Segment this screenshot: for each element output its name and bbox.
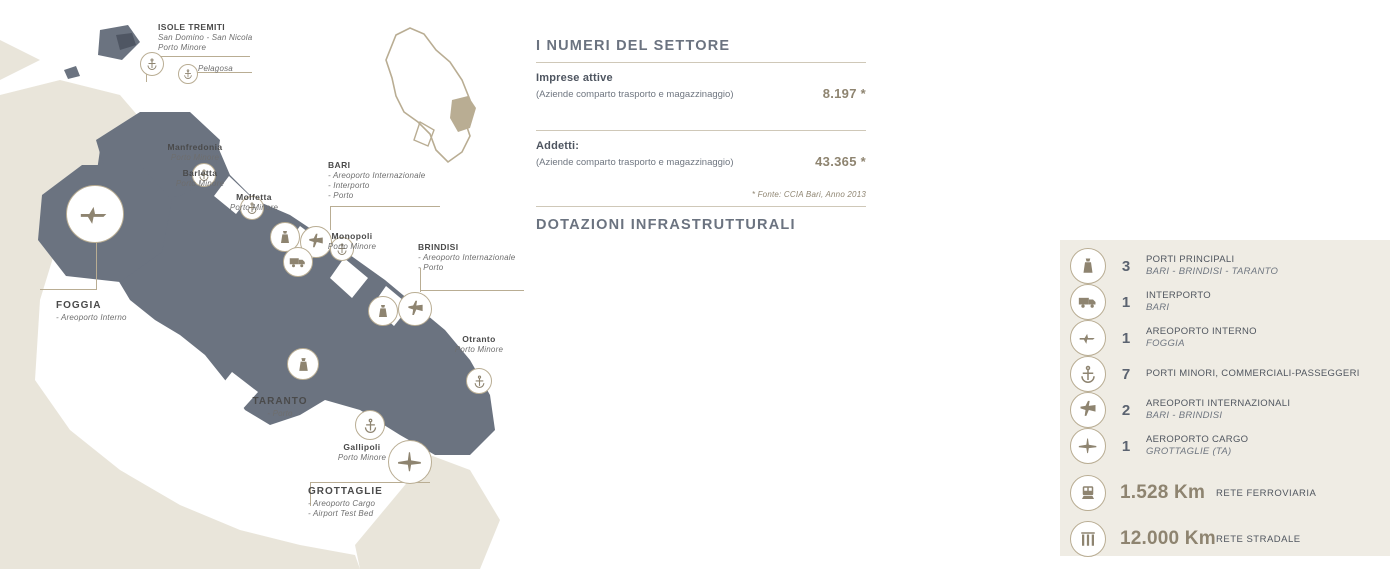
kpi-addetti <box>536 140 866 169</box>
leader-line <box>330 206 440 207</box>
map-panel <box>0 0 524 569</box>
map-label-isole-tremiti: ISOLE TREMITI San Domino - San Nicola Porto Minore <box>158 22 253 52</box>
cargo-plane-icon-circle <box>1070 428 1106 464</box>
infra-row-aeroporto-cargo <box>1060 428 1390 464</box>
infrastructure-list <box>1060 240 1390 556</box>
cargo-plane-icon <box>1078 436 1098 456</box>
kpi-value: 43.365 * <box>815 154 866 169</box>
anchor-icon-circle <box>1070 356 1106 392</box>
anchor-icon-circle-gallipoli <box>355 410 385 440</box>
lighthouse-icon <box>277 229 293 245</box>
lighthouse-icon <box>375 303 391 319</box>
truck-icon-circle <box>1070 284 1106 320</box>
infra-row-porti-minori <box>1060 356 1390 392</box>
divider <box>536 130 866 131</box>
anchor-icon <box>1079 365 1097 383</box>
lighthouse-icon <box>1079 257 1097 275</box>
kpi-sub: (Aziende comparto trasporto e magazzinaggio) <box>536 156 734 168</box>
jet-plane-icon-circle <box>1070 392 1106 428</box>
anchor-icon-circle-pelagosa <box>178 64 198 84</box>
train-icon-circle <box>1070 475 1106 511</box>
divider <box>536 62 866 63</box>
infra-text: AREOPORTO INTERNO FOGGIA <box>1146 326 1257 349</box>
map-label-molfetta: Molfetta Porto Minore <box>229 192 279 212</box>
anchor-icon <box>146 58 158 70</box>
kpi-label: Addetti: <box>536 140 580 152</box>
infra-text: PORTI PRINCIPALI BARI - BRINDISI - TARANTO <box>1146 254 1279 277</box>
truck-icon-circle-bari <box>283 247 313 277</box>
propeller-plane-icon-circle <box>1070 320 1106 356</box>
train-icon <box>1079 484 1097 502</box>
map-label-otranto: Otranto Porto Minore <box>454 334 504 354</box>
map-background <box>0 0 524 569</box>
infra-count: 1 <box>1121 329 1131 347</box>
network-label: RETE STRADALE <box>1216 533 1301 545</box>
road-icon <box>1079 530 1097 548</box>
stats-panel <box>524 0 1360 569</box>
source-note: * Fonte: CCIA Bari, Anno 2013 <box>751 190 866 199</box>
propeller-plane-icon-circle-foggia <box>66 185 124 243</box>
propeller-plane-icon <box>1078 328 1098 348</box>
map-label-gallipoli: Gallipoli Porto Minore <box>337 442 387 462</box>
infra-row-porti-principali <box>1060 248 1390 284</box>
infra-count: 1 <box>1121 437 1131 455</box>
map-label-brindisi: BRINDISI - Areoporto Internazionale - Porto <box>418 242 516 272</box>
infra-text: INTERPORTO BARI <box>1146 290 1211 313</box>
truck-icon <box>1078 292 1098 312</box>
truck-icon <box>289 253 307 271</box>
network-value: 1.528 Km <box>1120 482 1206 503</box>
section-title-numeri: I NUMERI DEL SETTORE <box>536 38 731 54</box>
kpi-label: Imprese attive <box>536 72 613 84</box>
map-label-grottaglie: GROTTAGLIE - Areoporto Cargo - Airport Test Bed <box>308 486 383 518</box>
leader-line <box>420 290 530 291</box>
infra-text: AEROPORTO CARGO GROTTAGLIE (TA) <box>1146 434 1249 457</box>
map-label-foggia: FOGGIA - Areoporto Interno <box>56 300 127 322</box>
map-label-taranto: TARANTO - Porto <box>252 396 308 418</box>
jet-plane-icon-circle-brindisi <box>398 292 432 326</box>
jet-plane-icon <box>1078 400 1098 420</box>
cargo-plane-icon-circle-grottaglie <box>388 440 432 484</box>
jet-plane-icon <box>406 300 425 319</box>
anchor-icon <box>473 375 486 388</box>
anchor-icon-circle-tremiti <box>140 52 164 76</box>
infra-count: 1 <box>1121 293 1131 311</box>
network-label: RETE FERROVIARIA <box>1216 487 1317 499</box>
anchor-icon-circle-otranto <box>466 368 492 394</box>
map-label-pelagosa: Pelagosa <box>198 64 233 73</box>
road-icon-circle <box>1070 521 1106 557</box>
propeller-plane-icon <box>78 197 112 231</box>
infra-row-rete-ferroviaria <box>1060 470 1390 516</box>
infra-text: PORTI MINORI, COMMERCIALI-PASSEGGERI <box>1146 368 1360 380</box>
leader-line <box>330 206 331 230</box>
map-label-monopoli: Monopoli Porto Minore <box>327 231 377 251</box>
map-label-manfredonia: Manfredonia Porto Minore <box>167 142 223 162</box>
map-label-barletta: Barletta Porto Minore <box>175 168 225 188</box>
leader-line <box>40 289 97 290</box>
anchor-icon <box>363 418 378 433</box>
infra-row-interporto <box>1060 284 1390 320</box>
network-value: 12.000 Km <box>1120 528 1216 549</box>
lighthouse-icon-circle <box>1070 248 1106 284</box>
kpi-sub: (Aziende comparto trasporto e magazzinaggio) <box>536 88 734 100</box>
cargo-plane-icon <box>397 449 423 475</box>
lighthouse-icon-circle-taranto <box>287 348 319 380</box>
infra-text: AREOPORTI INTERNAZIONALI BARI - BRINDISI <box>1146 398 1291 421</box>
infra-count: 3 <box>1121 257 1131 275</box>
kpi-value: 8.197 * <box>822 86 866 101</box>
lighthouse-icon <box>295 356 312 373</box>
kpi-imprese-attive <box>536 72 866 101</box>
infra-row-areoporto-interno <box>1060 320 1390 356</box>
infra-row-rete-stradale <box>1060 516 1390 562</box>
lighthouse-icon-circle-brindisi <box>368 296 398 326</box>
infra-count: 2 <box>1121 401 1131 419</box>
anchor-icon <box>183 69 193 79</box>
map-label-bari: BARI - Areoporto Internazionale - Interporto - Porto <box>328 160 426 200</box>
infra-row-areoporti-internazionali <box>1060 392 1390 428</box>
infra-count: 7 <box>1121 365 1131 383</box>
divider <box>536 206 866 207</box>
section-title-dotazioni: DOTAZIONI INFRASTRUTTURALI <box>536 217 796 233</box>
